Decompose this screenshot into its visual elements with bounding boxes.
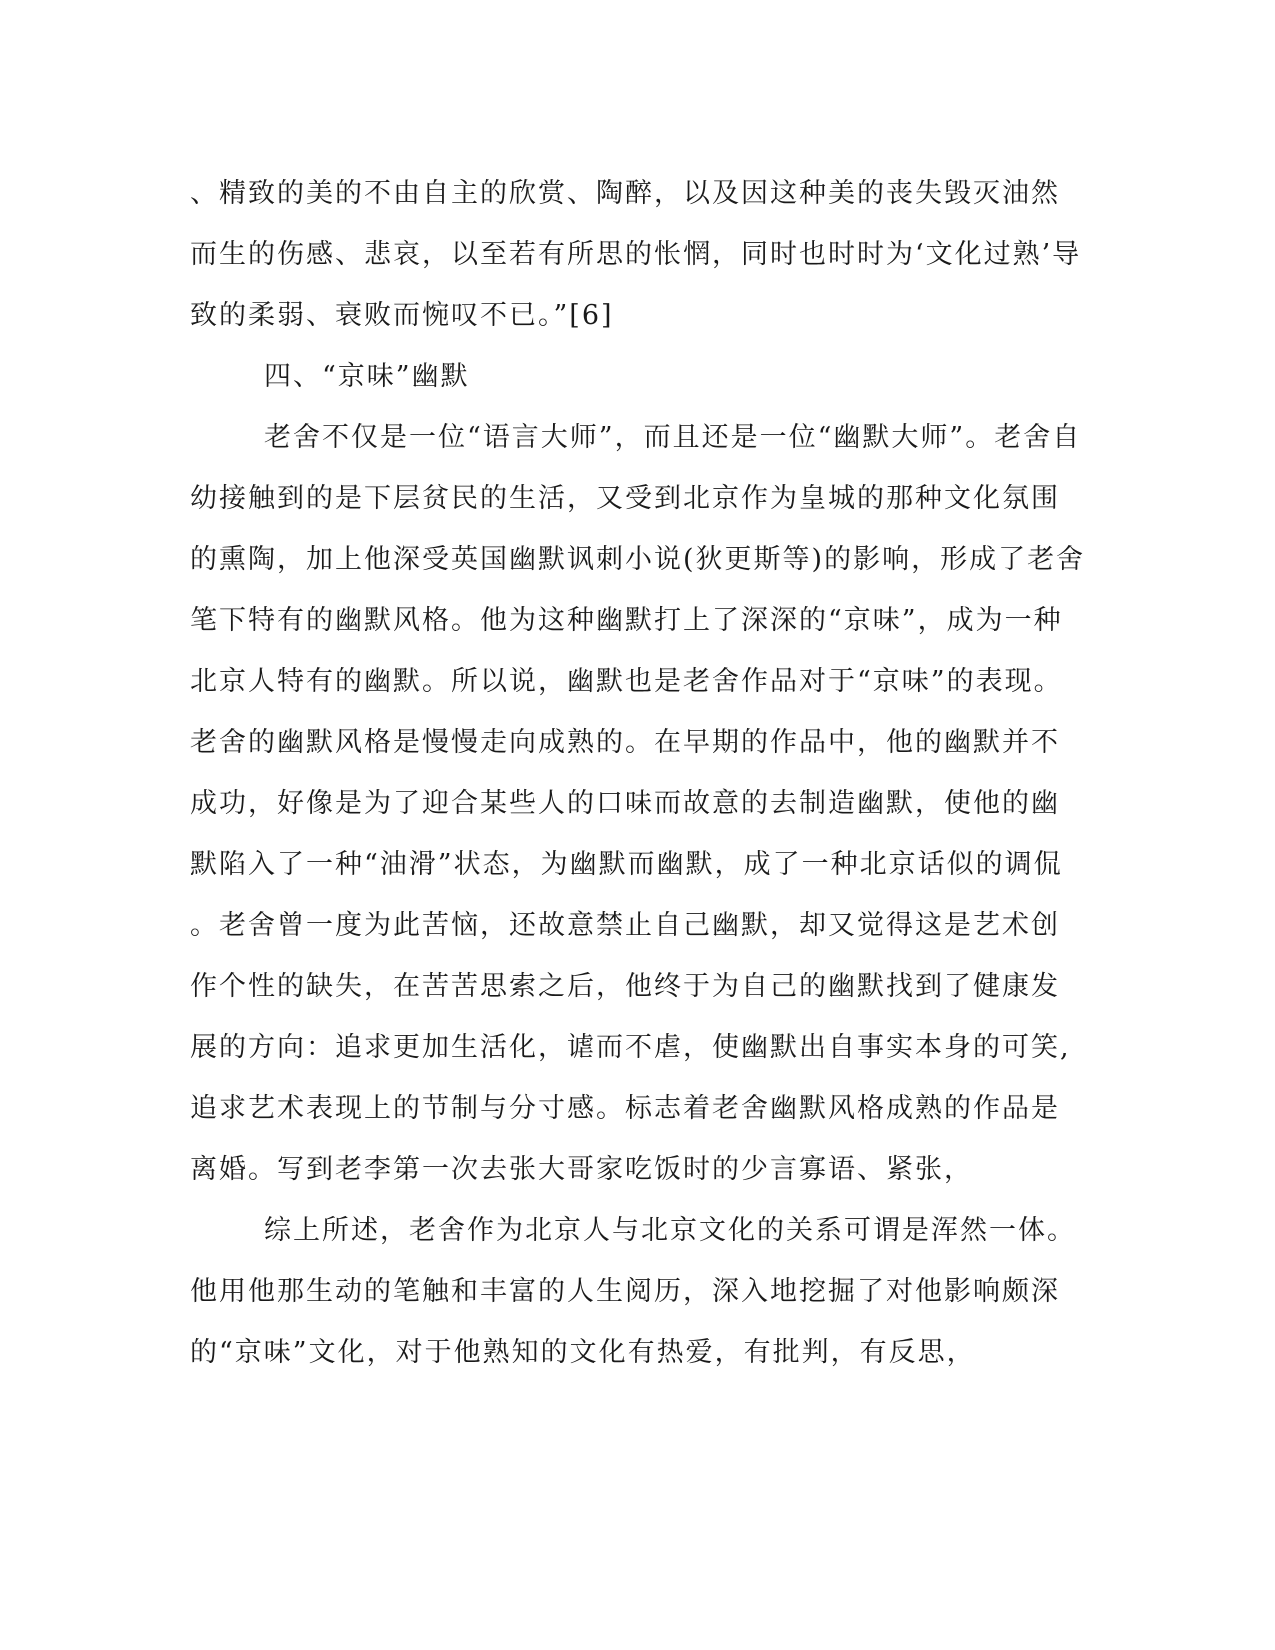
text-line: 幼接触到的是下层贫民的生活，又受到北京作为皇城的那种文化氛围 [190,483,1060,514]
text-line: 默陷入了一种“油滑”状态，为幽默而幽默，成了一种北京话似的调侃 [190,849,1063,880]
text-line: 成功，好像是为了迎合某些人的口味而故意的去制造幽默，使他的幽 [190,788,1060,819]
text-line: 追求艺术表现上的节制与分寸感。标志着老舍幽默风格成熟的作品是 [190,1093,1060,1124]
text-line: 致的柔弱、衰败而惋叹不已。”[6] [190,300,614,331]
body-text [190,163,1090,1383]
text-line: 作个性的缺失，在苦苦思索之后，他终于为自己的幽默找到了健康发 [190,971,1060,1002]
text-line: 笔下特有的幽默风格。他为这种幽默打上了深深的“京味”，成为一种 [190,605,1063,636]
text-line: 老舍的幽默风格是慢慢走向成熟的。在早期的作品中，他的幽默并不 [190,727,1060,758]
text-line: 的熏陶，加上他深受英国幽默讽刺小说(狄更斯等)的影响，形成了老舍 [190,544,1086,575]
text-line: 而生的伤感、悲哀，以至若有所思的怅惘，同时也时时为‘文化过熟’导 [190,239,1082,270]
text-line: 北京人特有的幽默。所以说，幽默也是老舍作品对于“京味”的表现。 [190,666,1063,697]
text-line: 离婚。写到老李第一次去张大哥家吃饭时的少言寡语、紧张， [190,1154,973,1185]
text-line: 老舍不仅是一位“语言大师”，而且还是一位“幽默大师”。老舍自 [264,422,1082,453]
text-line: 展的方向：追求更加生活化，谑而不虐，使幽默出自事实本身的可笑, [190,1032,1071,1063]
text-line: 他用他那生动的笔触和丰富的人生阅历，深入地挖掘了对他影响颇深 [190,1276,1060,1307]
text-line: 的“京味”文化，对于他熟知的文化有热爱，有批判，有反思， [190,1337,976,1368]
section-heading: 四、“京味”幽默 [264,361,470,392]
text-line: 、精致的美的不由自主的欣赏、陶醉，以及因这种美的丧失毁灭油然 [190,178,1060,209]
text-line: 综上所述，老舍作为北京人与北京文化的关系可谓是浑然一体。 [264,1215,1076,1246]
text-line: 。老舍曾一度为此苦恼，还故意禁止自己幽默，却又觉得这是艺术创 [190,910,1060,941]
